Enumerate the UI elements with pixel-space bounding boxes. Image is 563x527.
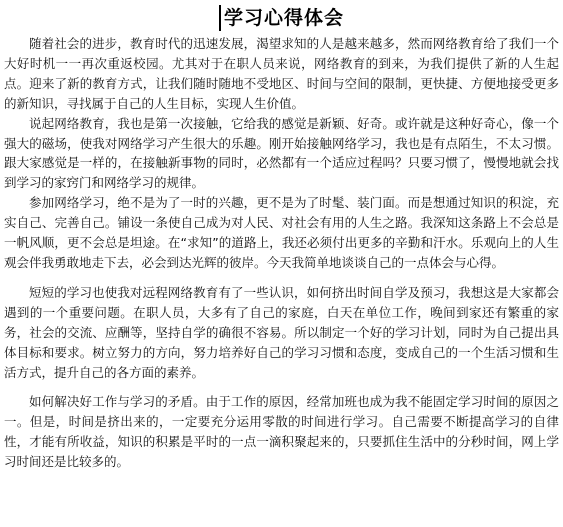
paragraph-5: 如何解决好工作与学习的矛盾。由于工作的原因，经常加班也成为我不能固定学习时间的原因之一。但是，时间是挤出来的，一定要充分运用零散的时间进行学习。自己需要不断提高学习的自律性，才能有所收益，知识的积累是平时的一点一滴积聚起来的，只要抓住生活中的分秒时间，网上学习时间还是比较多的。: [4, 394, 559, 470]
paragraph-4: 短短的学习也使我对远程网络教育有了一些认识，如何挤出时间自学及预习，我想这是大家都会遇到的一个重要问题。在职人员，大多有了自己的家庭，白天在单位工作，晚间到家还有繁重的家务，社会的交流、应酬等，坚持自学的确很不容易。所以制定一个好的学习计划，同时为自己提出具体目标和要求。树立努力的方向，努力培养好自己的学习习惯和态度，变成自己的一个生活习惯和生活方式，提升自己的各方面的素养。: [4, 284, 559, 380]
paragraph-gap: [4, 273, 559, 283]
document-title: 学习心得体会: [223, 7, 344, 29]
paragraph-gap: [4, 382, 559, 392]
paragraph-3: 参加网络学习，绝不是为了一时的兴趣，更不是为了时髦、装门面。而是想通过知识的积淀，充实自己、完善自己。铺设一条使自己成为对人民、对社会有用的人生之路。我深知这条路上不会总是一帆风顺，更不会总是坦途。在“求知”的道路上，我还必须付出更多的辛勤和汗水。乐观向上的人生观会伴我勇敢地走下去，必会到达光辉的彼岸。今天我简单地谈谈自己的一点体会与心得。: [4, 195, 559, 270]
paragraph-1: 随着社会的进步，教育时代的迅速发展，渴望求知的人是越来越多，然而网络教育给了我们一个大好时机一一再次重返校园。尤其对于在职人员来说，网络教育的到来，为我们提供了新的人生起点。迎来了新的教育方式，让我们随时随地不受地区、时间与空间的限制，更快捷、方便地接受更多的新知识，寻找属于自己的人生目标，实现人生价值。: [4, 36, 559, 111]
title-row: [4, 4, 559, 34]
text-cursor: [219, 5, 221, 31]
paragraph-2: 说起网络教育，我也是第一次接触，它给我的感觉是新颖、好奇。或许就是这种好奇心，像一个强大的磁场，使我对网络学习产生很大的乐趣。刚开始接触网络学习，我也是有点陌生，不太习惯。跟大家感觉是一样的，在接触新事物的同时，必然都有一个适应过程吗？只要习惯了，慢慢地就会找到学习的家窍门和网络学习的规律。: [4, 115, 559, 191]
